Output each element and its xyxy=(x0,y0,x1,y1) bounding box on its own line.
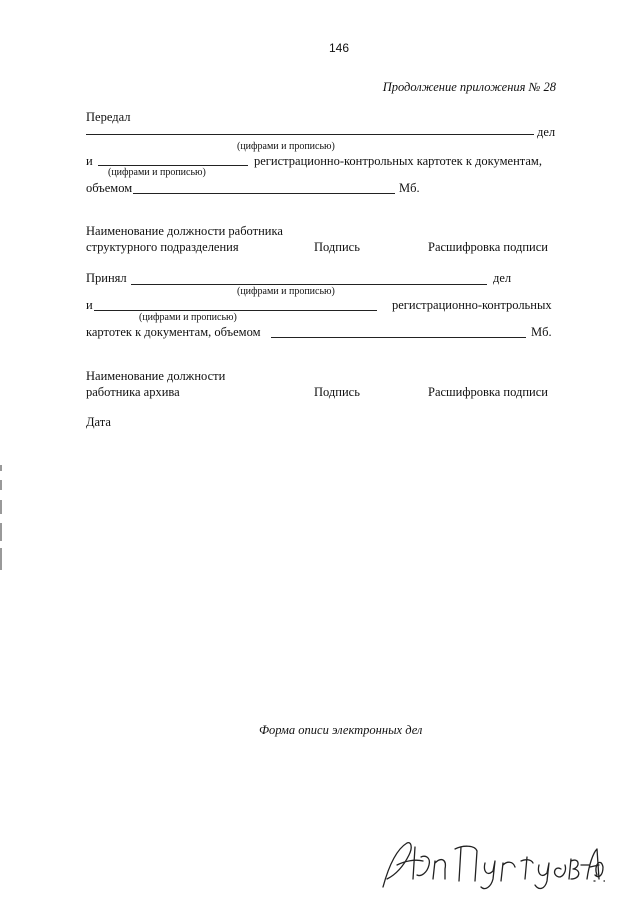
sign1-decoding-label: Расшифровка подписи xyxy=(428,240,548,254)
transfer-cases-hint: (цифрами и прописью) xyxy=(237,141,335,152)
accept-cards-hint: (цифрами и прописью) xyxy=(139,312,237,323)
appendix-continuation-note: Продолжение приложения № 28 xyxy=(382,80,556,94)
sign2-decoding-label: Расшифровка подписи xyxy=(428,385,548,399)
transfer-volume-field[interactable] xyxy=(133,193,395,194)
transfer-cards-text: регистрационно-контрольных картотек к документам, xyxy=(254,154,542,168)
transfer-volume-label: объемом xyxy=(86,181,133,195)
transfer-cases-unit: дел xyxy=(537,125,556,139)
accept-cards-line2: картотек к документам, объемом xyxy=(86,325,261,339)
scan-edge-mark xyxy=(0,548,2,570)
scan-edge-mark xyxy=(0,465,2,471)
scan-edge-mark xyxy=(0,480,2,490)
accept-cases-unit: дел xyxy=(493,271,512,285)
scan-edge-mark xyxy=(0,500,2,514)
accept-volume-field[interactable] xyxy=(271,337,526,338)
sign2-position-line2: работника архива xyxy=(86,385,180,399)
transfer-mb-unit: Мб. xyxy=(399,181,420,195)
accept-cases-hint: (цифрами и прописью) xyxy=(237,286,335,297)
scan-edge-mark xyxy=(0,523,2,541)
sign2-signature-label: Подпись xyxy=(314,385,360,399)
page-number: 146 xyxy=(329,41,350,55)
transfer-cards-count-field[interactable] xyxy=(98,165,248,166)
accept-cases-field[interactable] xyxy=(131,284,487,285)
accept-and: и xyxy=(86,298,93,312)
sign1-position-line1: Наименование должности работника xyxy=(86,224,283,238)
transfer-cases-field[interactable] xyxy=(86,134,534,135)
accept-cards-text: регистрационно-контрольных xyxy=(392,298,552,312)
handwritten-signature xyxy=(375,835,605,895)
accept-cards-count-field[interactable] xyxy=(94,310,377,311)
transfer-and: и xyxy=(86,154,93,168)
transfer-label: Передал xyxy=(86,110,131,124)
accept-label: Принял xyxy=(86,271,127,285)
sign2-position-line1: Наименование должности xyxy=(86,369,226,383)
transfer-cards-hint: (цифрами и прописью) xyxy=(108,167,206,178)
accept-mb-unit: Мб. xyxy=(531,325,552,339)
form-title: Форма описи электронных дел xyxy=(259,723,423,737)
sign1-signature-label: Подпись xyxy=(314,240,360,254)
date-label: Дата xyxy=(86,415,111,429)
sign1-position-line2: структурного подразделения xyxy=(86,240,239,254)
